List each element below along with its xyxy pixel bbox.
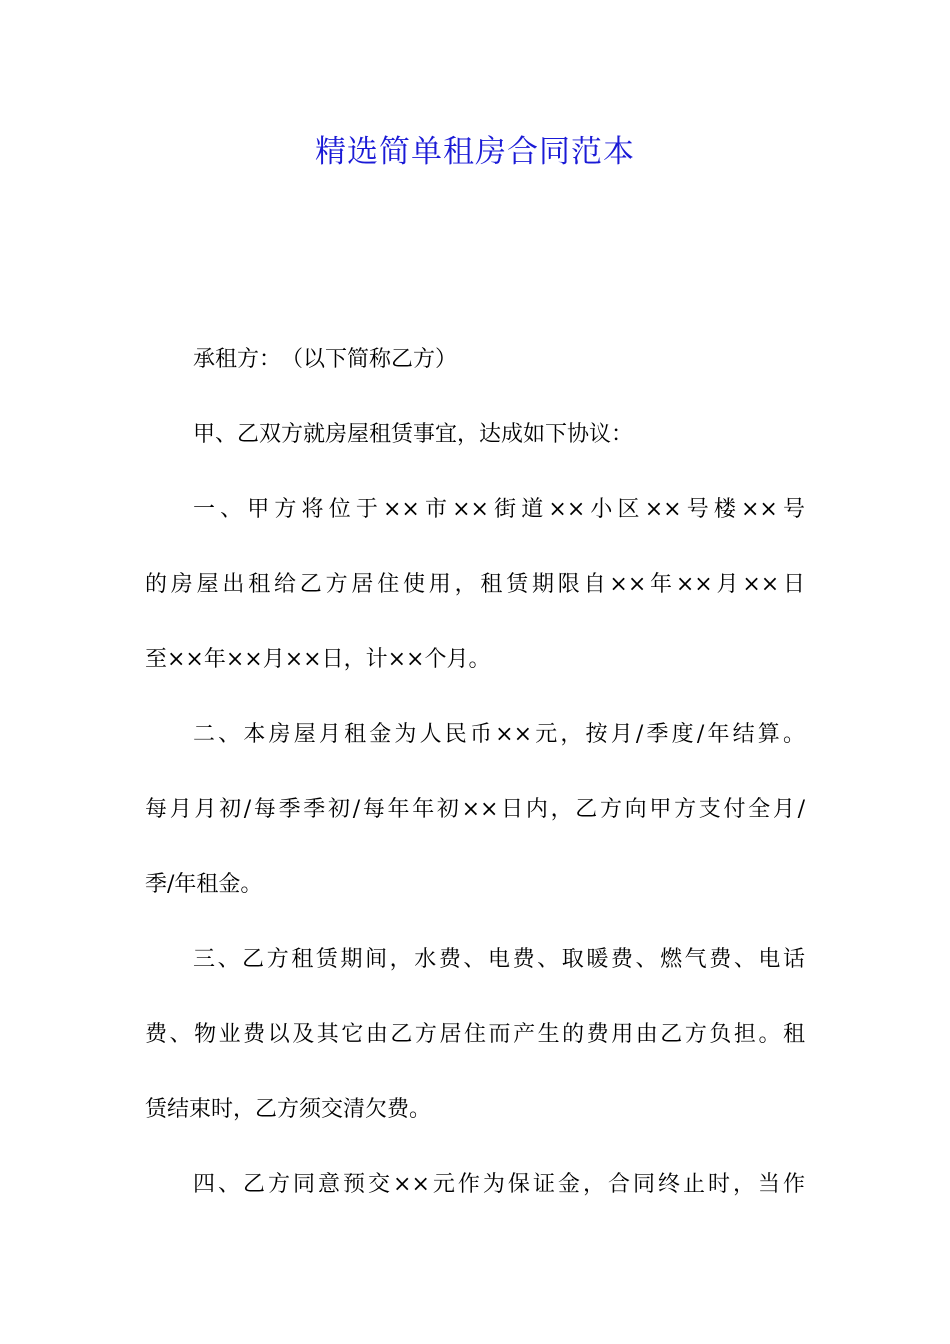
text-line-clause-2-end: 季/年租金。 — [145, 872, 263, 897]
text-line-clause-3-cont: 费、物业费以及其它由乙方居住而产生的费用由乙方负担。租 — [145, 1022, 805, 1047]
text-line-clause-1: 一、甲方将位于××市××街道××小区××号楼××号 — [193, 497, 805, 522]
text-line-clause-4: 四、乙方同意预交××元作为保证金，合同终止时，当作 — [193, 1172, 805, 1197]
text-line-clause-3-end: 赁结束时，乙方须交清欠费。 — [145, 1097, 432, 1122]
text-line-clause-2-cont: 每月月初/每季季初/每年年初××日内，乙方向甲方支付全月/ — [145, 797, 805, 822]
text-line-lessee: 承租方： （以下简称乙方） — [193, 347, 458, 372]
text-line-clause-2: 二、本房屋月租金为人民币××元，按月/季度/年结算。 — [193, 722, 805, 747]
text-line-clause-3: 三、乙方租赁期间，水费、电费、取暖费、燃气费、电话 — [193, 947, 805, 972]
document-title: 精选简单租房合同范本 — [315, 134, 635, 170]
text-line-clause-1-cont: 的房屋出租给乙方居住使用，租赁期限自××年××月××日 — [145, 572, 805, 597]
text-line-clause-1-end: 至××年××月××日，计××个月。 — [145, 647, 491, 672]
contract-body — [145, 335, 805, 1235]
text-line-agreement-intro: 甲、乙双方就房屋租赁事宜，达成如下协议： — [193, 422, 634, 447]
